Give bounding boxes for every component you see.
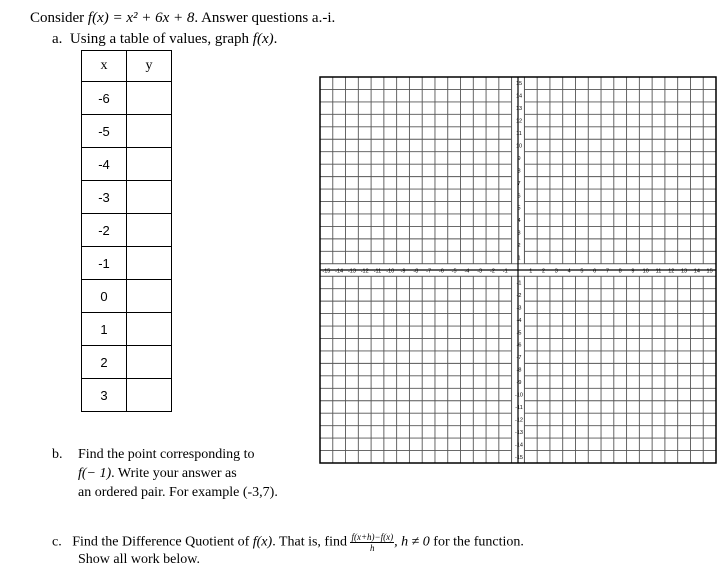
y-tick-label: -7	[516, 355, 522, 362]
x-tick-label: 13	[681, 268, 688, 275]
x-tick-label: -10	[386, 268, 395, 275]
y-tick-label: -6	[516, 342, 522, 349]
x-tick-label: -3	[477, 268, 483, 275]
part-c-text1: Find the Difference Quotient of	[72, 534, 253, 550]
y-tick-label: -4	[516, 317, 522, 324]
y-tick-label: -13	[515, 429, 523, 436]
title-tail: . Answer questions a.-i.	[194, 10, 336, 26]
table-row	[82, 82, 172, 115]
x-value-cell: -4	[82, 148, 127, 181]
y-value-input-cell[interactable]	[127, 181, 172, 214]
y-value-input-cell[interactable]	[127, 379, 172, 412]
y-tick-label: -3	[516, 305, 522, 312]
y-tick-label: -10	[515, 392, 523, 399]
table-row	[82, 148, 172, 181]
part-a-marker: a.	[52, 31, 63, 47]
table-row	[82, 379, 172, 412]
x-tick-label: -13	[347, 268, 356, 275]
x-tick-label: 11	[655, 268, 662, 275]
table-row	[82, 115, 172, 148]
x-tick-label: 14	[693, 268, 700, 275]
table-row	[82, 280, 172, 313]
x-tick-label: 10	[642, 268, 649, 275]
x-tick-label: 3	[554, 268, 558, 275]
table-header-row	[82, 51, 172, 82]
x-tick-label: -14	[335, 268, 344, 275]
y-tick-label: 6	[517, 193, 521, 200]
y-tick-label: -5	[516, 330, 522, 337]
part-b-line3: an ordered pair. For example (-3,7).	[78, 485, 278, 500]
x-tick-label: -4	[464, 268, 470, 275]
y-tick-label: 14	[515, 93, 523, 100]
x-tick-label: 15	[706, 268, 713, 275]
x-value-cell: -3	[82, 181, 127, 214]
table-row	[82, 181, 172, 214]
y-tick-label: 15	[515, 81, 523, 88]
x-tick-label: -6	[438, 268, 444, 275]
x-tick-label: 1	[529, 268, 533, 275]
x-tick-label: -7	[426, 268, 432, 275]
y-value-input-cell[interactable]	[127, 346, 172, 379]
x-value-cell: -2	[82, 214, 127, 247]
x-value-cell: -1	[82, 247, 127, 280]
part-c-line2: Show all work below.	[78, 552, 200, 567]
title-lead: Consider	[30, 10, 88, 26]
x-value-cell: 3	[82, 379, 127, 412]
part-b-marker: b.	[52, 447, 63, 462]
y-tick-label: -14	[515, 442, 523, 449]
fraction-numerator: f(x+h)−f(x)	[351, 532, 394, 542]
x-tick-label: -9	[400, 268, 406, 275]
table-row	[82, 247, 172, 280]
y-tick-label: 7	[517, 180, 521, 187]
x-value-cell: 1	[82, 313, 127, 346]
table-row	[82, 214, 172, 247]
y-value-input-cell[interactable]	[127, 115, 172, 148]
part-b-line2: . Write your answer as	[111, 466, 237, 481]
y-tick-label: -11	[515, 404, 523, 411]
difference-quotient-fraction	[350, 532, 394, 553]
y-value-input-cell[interactable]	[127, 280, 172, 313]
x-value-cell: -5	[82, 115, 127, 148]
x-tick-label: 2	[542, 268, 546, 275]
x-tick-label: 12	[668, 268, 675, 275]
y-tick-label: -8	[516, 367, 522, 374]
part-b-line1: Find the point corresponding to	[78, 447, 255, 462]
x-value-cell: 0	[82, 280, 127, 313]
x-tick-label: 8	[618, 268, 622, 275]
header-y: y	[127, 51, 172, 82]
part-a-text: Using a table of values, graph	[69, 31, 253, 47]
part-a-prompt	[52, 31, 277, 48]
part-c-func: f(x)	[252, 534, 273, 550]
x-tick-label: -8	[413, 268, 419, 275]
y-tick-label: -15	[515, 454, 523, 461]
x-tick-label: -15	[322, 268, 331, 275]
x-tick-label: -2	[490, 268, 495, 275]
x-value-cell: 2	[82, 346, 127, 379]
x-tick-label: -5	[451, 268, 457, 275]
part-b-func: f(− 1)	[78, 466, 112, 481]
y-tick-label: -9	[516, 380, 522, 387]
x-tick-label: -12	[360, 268, 369, 275]
x-tick-label: 9	[631, 268, 635, 275]
part-a-end: .	[273, 31, 278, 47]
table-row	[82, 313, 172, 346]
y-tick-label: 13	[515, 106, 523, 113]
x-tick-label: -11	[373, 268, 382, 275]
y-value-input-cell[interactable]	[127, 148, 172, 181]
y-value-input-cell[interactable]	[127, 247, 172, 280]
y-tick-label: 12	[515, 118, 523, 125]
x-tick-label: 4	[567, 268, 571, 275]
y-value-input-cell[interactable]	[127, 313, 172, 346]
y-value-input-cell[interactable]	[127, 82, 172, 115]
part-c-text3: for the function.	[429, 534, 524, 550]
part-c-marker: c.	[52, 534, 62, 550]
problem-title	[30, 10, 335, 27]
function-expression: f(x) = x² + 6x + 8	[87, 10, 195, 26]
header-x: x	[82, 51, 127, 82]
y-tick-label: 3	[517, 230, 521, 237]
y-tick-label: -1	[516, 280, 522, 287]
x-tick-label: 7	[605, 268, 609, 275]
y-tick-label: 2	[517, 243, 521, 250]
x-tick-label: 5	[580, 268, 584, 275]
table-row	[82, 346, 172, 379]
fraction-denominator: h	[370, 543, 375, 553]
y-tick-label: -2	[516, 292, 522, 299]
x-tick-label: 6	[593, 268, 597, 275]
coordinate-grid[interactable]	[319, 76, 717, 464]
part-c-text2: . That is, find	[272, 534, 351, 550]
part-c-condition: , h ≠ 0	[394, 534, 430, 550]
y-tick-label: 4	[517, 218, 521, 225]
y-tick-label: 8	[517, 168, 521, 175]
y-tick-label: 10	[515, 143, 523, 150]
y-tick-label: 5	[517, 205, 521, 212]
values-table	[81, 50, 172, 412]
table-body	[82, 82, 172, 412]
x-value-cell: -6	[82, 82, 127, 115]
x-tick-label: -1	[502, 268, 508, 275]
part-a-func: f(x)	[252, 31, 274, 47]
y-tick-label: 1	[517, 255, 521, 262]
y-tick-label: 11	[516, 131, 522, 138]
y-value-input-cell[interactable]	[127, 214, 172, 247]
y-tick-label: 9	[517, 155, 521, 162]
y-tick-label: -12	[515, 417, 523, 424]
part-c-prompt	[52, 532, 524, 553]
